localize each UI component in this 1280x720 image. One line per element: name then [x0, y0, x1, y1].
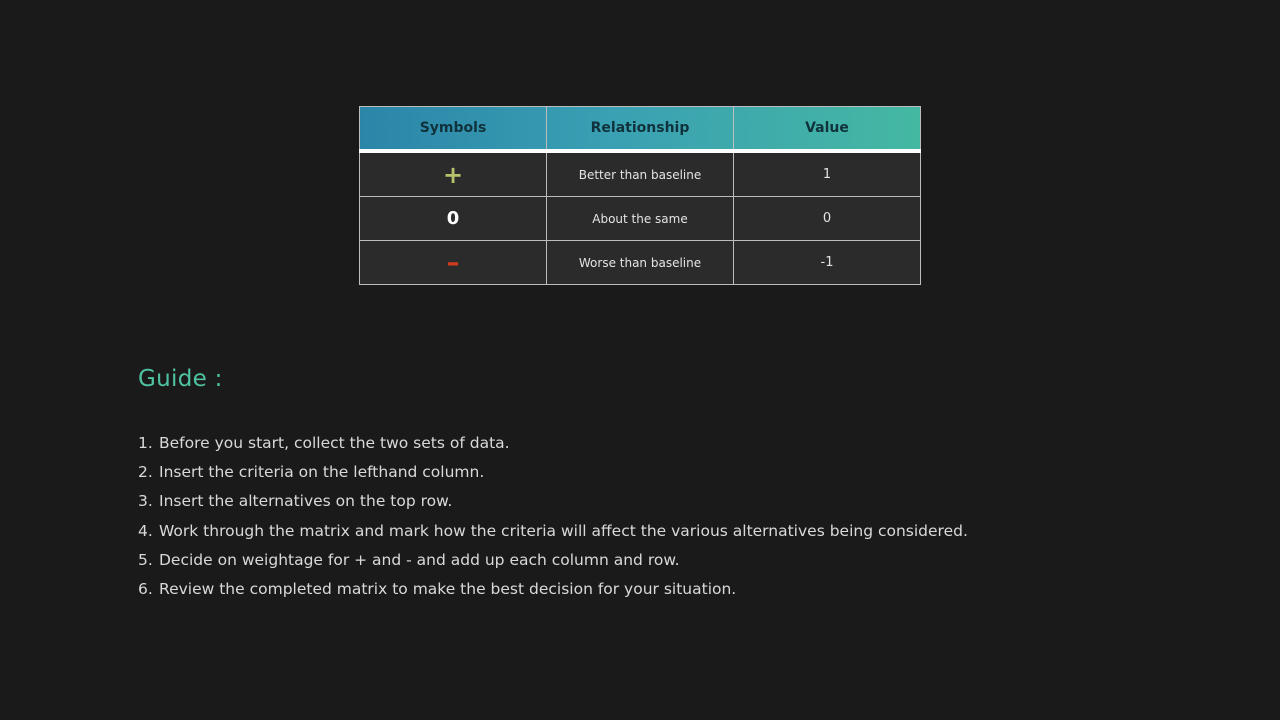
list-item-number: 6.	[138, 579, 153, 598]
list-item	[138, 490, 968, 519]
relationship-cell: Better than baseline	[547, 151, 734, 197]
list-item-text: Decide on weightage for + and - and add up each column and row.	[159, 550, 680, 569]
list-item	[138, 520, 968, 549]
value-cell: 0	[734, 197, 921, 241]
symbol-legend-table	[359, 106, 921, 285]
list-item-number: 1.	[138, 434, 153, 452]
relationship-cell: Worse than baseline	[547, 241, 734, 285]
table-row	[360, 197, 921, 241]
list-item	[138, 461, 968, 490]
list-item-number: 2.	[138, 463, 153, 482]
list-item-number: 4.	[138, 521, 153, 540]
header-value: Value	[734, 107, 921, 152]
guide-title: Guide :	[138, 366, 223, 392]
table-row	[360, 151, 921, 197]
list-item-text: Insert the alternatives on the top row.	[159, 492, 453, 511]
list-item-text: Work through the matrix and mark how the criteria will affect the various alternatives being considered.	[159, 521, 968, 540]
plus-icon: +	[442, 160, 464, 189]
list-item-number: 5.	[138, 550, 153, 569]
header-relationship: Relationship	[547, 107, 734, 152]
symbol-cell	[360, 151, 547, 197]
table-row	[360, 241, 921, 285]
value-cell: 1	[734, 151, 921, 197]
list-item-number: 3.	[138, 492, 153, 511]
symbol-cell	[360, 197, 547, 241]
list-item-text: Insert the criteria on the lefthand column.	[159, 463, 485, 482]
guide-list	[138, 432, 968, 607]
list-item-text: Before you start, collect the two sets of data.	[159, 434, 510, 452]
table-header-row	[360, 107, 921, 152]
minus-icon: –	[446, 247, 460, 278]
relationship-cell: About the same	[547, 197, 734, 241]
symbol-cell	[360, 241, 547, 285]
list-item-text: Review the completed matrix to make the best decision for your situation.	[159, 579, 737, 598]
list-item	[138, 432, 968, 461]
zero-icon: 0	[446, 207, 460, 229]
value-cell: -1	[734, 241, 921, 285]
list-item	[138, 549, 968, 578]
list-item	[138, 578, 968, 607]
header-symbols: Symbols	[360, 107, 547, 152]
